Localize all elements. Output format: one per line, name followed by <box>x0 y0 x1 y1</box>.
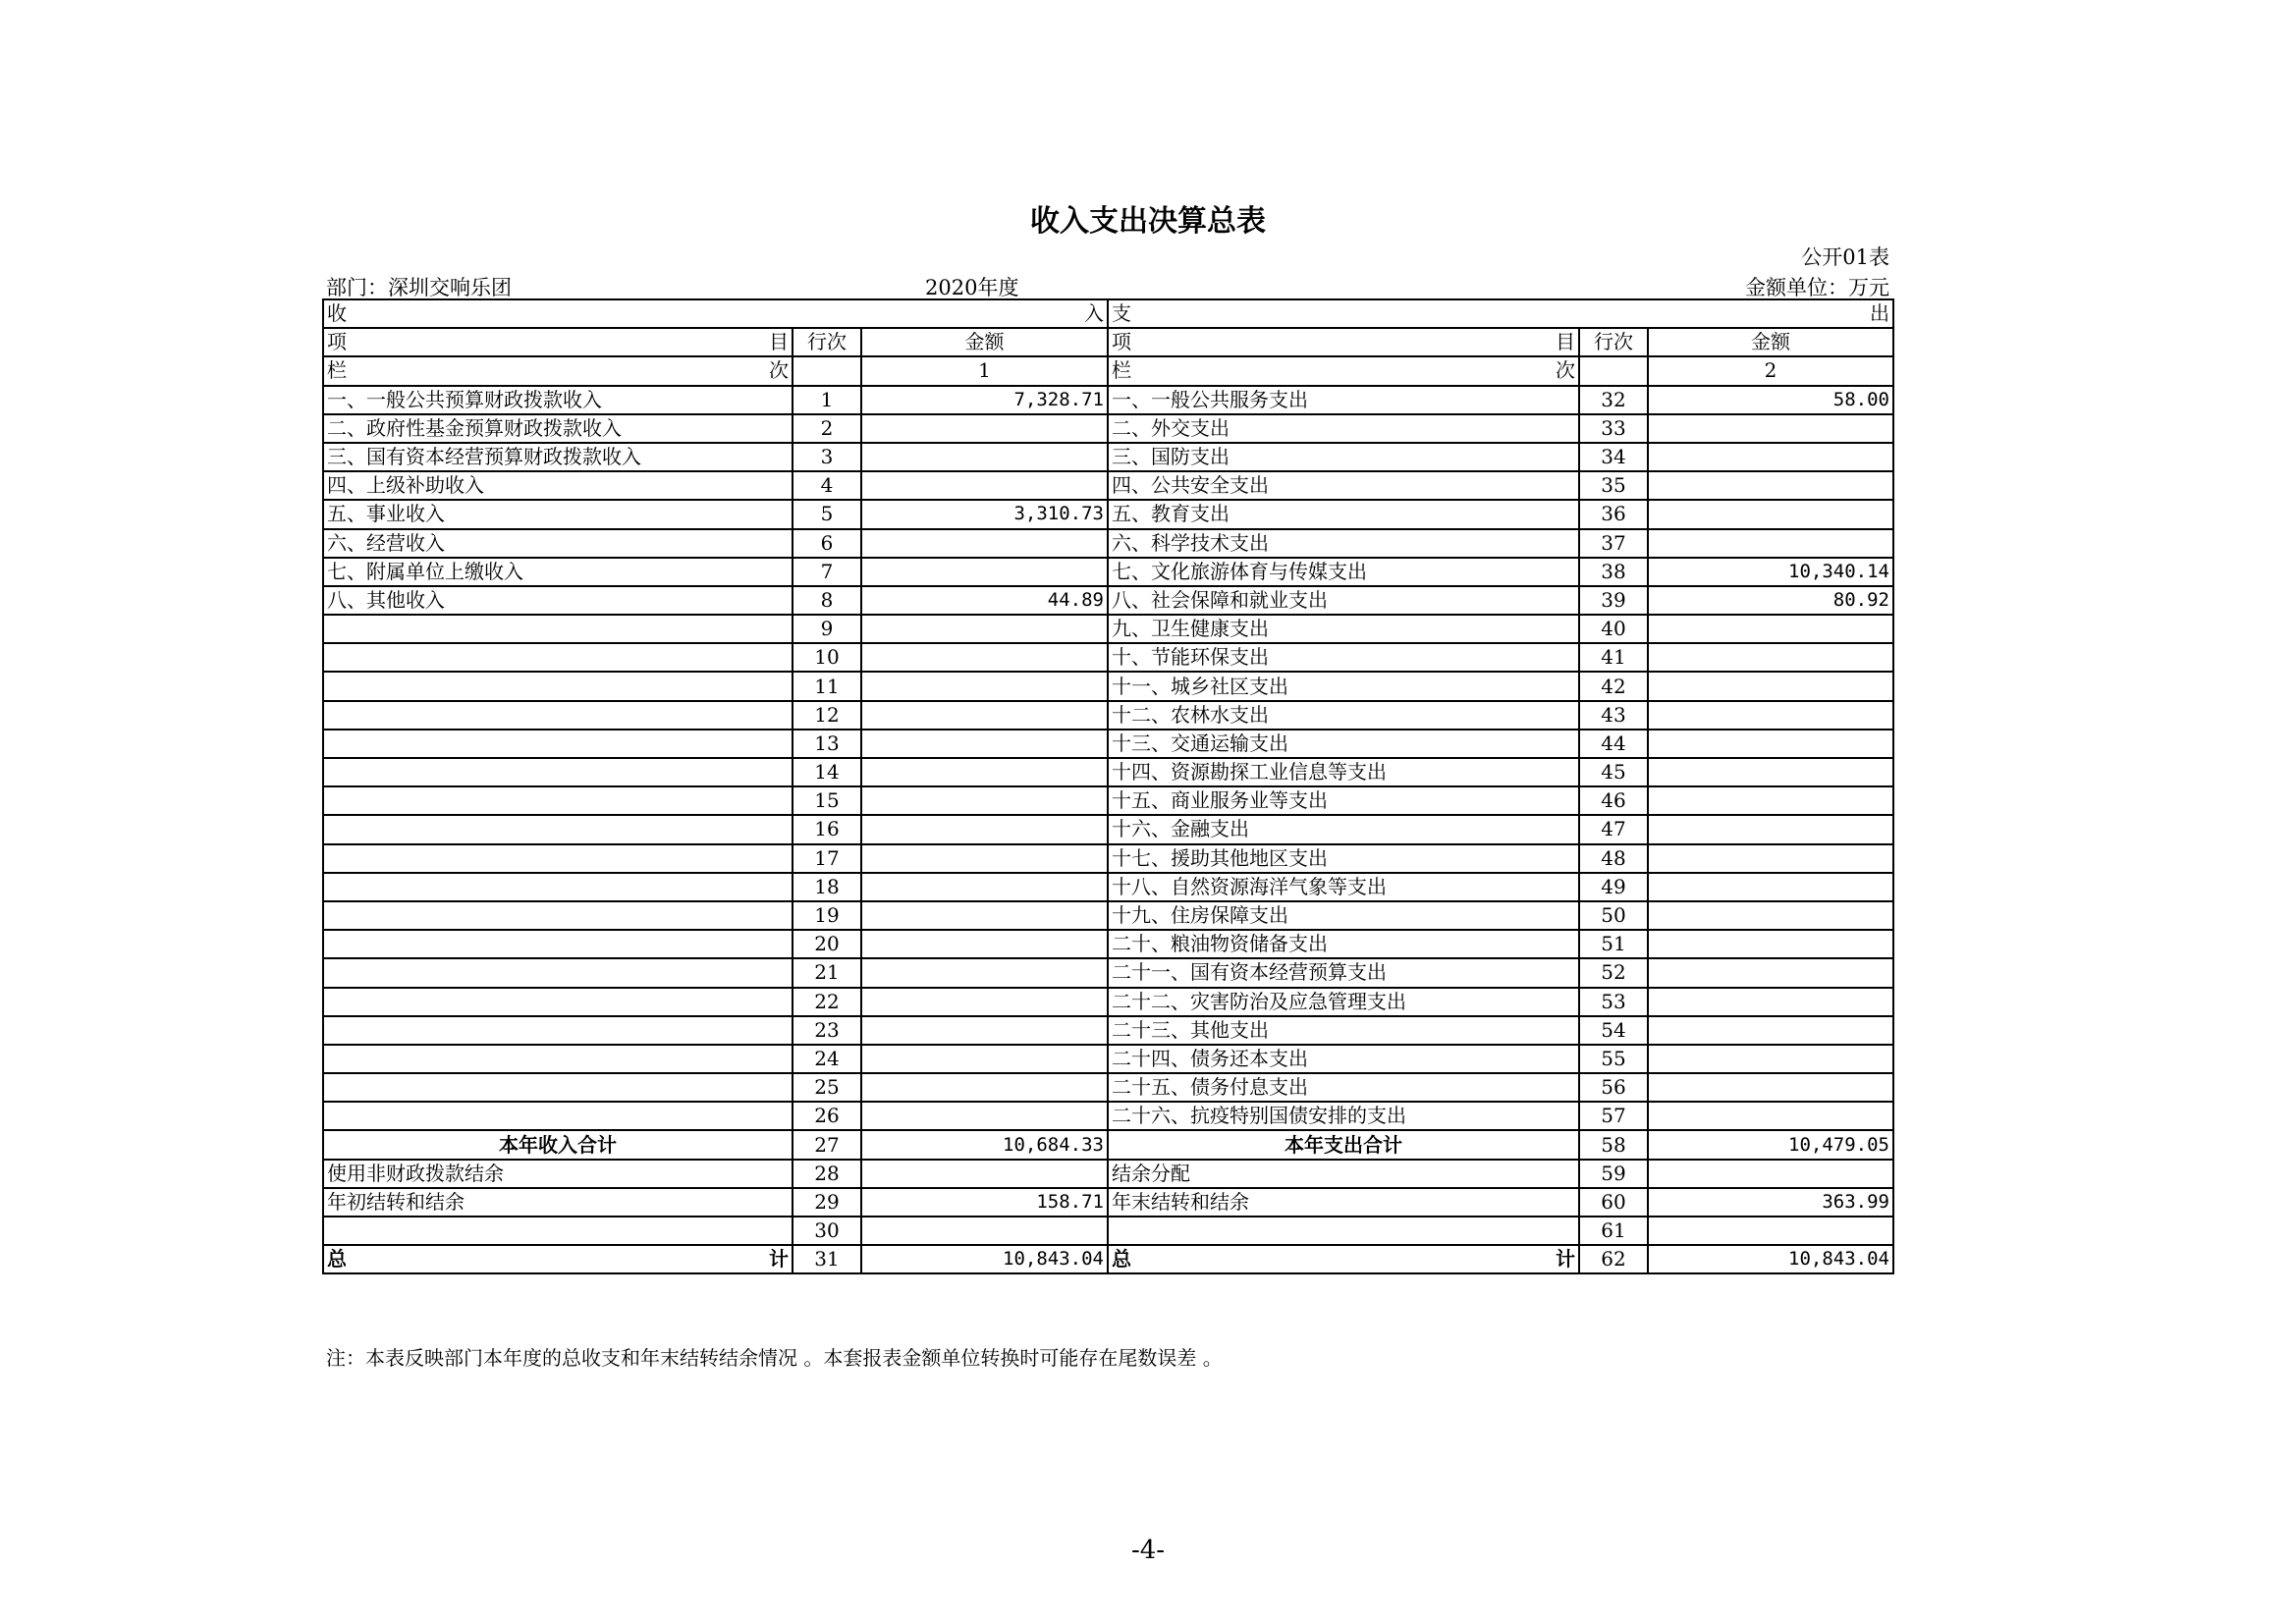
income-amount <box>861 844 1108 873</box>
income-amount <box>861 1160 1108 1188</box>
subtotal-row <box>323 1130 1893 1159</box>
income-amount: 3,310.73 <box>861 500 1108 528</box>
expense-row-number: 41 <box>1579 643 1648 672</box>
expense-amount: 10,479.05 <box>1648 1130 1893 1159</box>
income-row-number: 9 <box>793 615 861 643</box>
income-amount: 7,328.71 <box>861 386 1108 414</box>
expense-row-number: 43 <box>1579 701 1648 730</box>
income-item-header: 项 目 <box>323 328 793 356</box>
income-row-number: 14 <box>793 758 861 786</box>
section-header-row <box>323 299 1893 328</box>
expense-item-name: 二十一、国有资本经营预算支出 <box>1108 958 1579 987</box>
income-total-label: 总 计 <box>323 1245 793 1273</box>
table-row <box>323 1160 1893 1188</box>
expense-row-number: 46 <box>1579 786 1648 815</box>
table-row <box>323 844 1893 873</box>
income-row-number: 7 <box>793 558 861 586</box>
expense-row-number: 48 <box>1579 844 1648 873</box>
expense-row-number: 60 <box>1579 1188 1648 1217</box>
income-amount <box>861 873 1108 901</box>
expense-row-number: 55 <box>1579 1045 1648 1073</box>
expense-row-number: 36 <box>1579 500 1648 528</box>
income-amount <box>861 786 1108 815</box>
expense-amount <box>1648 615 1893 643</box>
income-row-number: 3 <box>793 443 861 471</box>
income-item-name: 八、其他收入 <box>323 586 793 615</box>
expense-column-index: 2 <box>1648 356 1893 385</box>
page-title: 收入支出决算总表 <box>1030 204 1266 239</box>
income-item-name <box>323 1217 793 1245</box>
expense-amount <box>1648 1016 1893 1045</box>
table-row <box>323 643 1893 672</box>
table-row <box>323 1188 1893 1217</box>
income-amount: 158.71 <box>861 1188 1108 1217</box>
expense-total-label: 总 计 <box>1108 1245 1579 1273</box>
expense-item-name: 十、节能环保支出 <box>1108 643 1579 672</box>
table-row <box>323 443 1893 471</box>
table-row <box>323 701 1893 730</box>
income-item-name: 一、一般公共预算财政拨款收入 <box>323 386 793 414</box>
income-expense-table <box>322 298 1894 1274</box>
expense-row-number: 53 <box>1579 988 1648 1016</box>
expense-amount <box>1648 643 1893 672</box>
income-row-number: 18 <box>793 873 861 901</box>
expense-item-name: 十九、住房保障支出 <box>1108 901 1579 930</box>
table-row <box>323 901 1893 930</box>
expense-row-number: 37 <box>1579 529 1648 558</box>
income-amount <box>861 958 1108 987</box>
expense-amount <box>1648 1045 1893 1073</box>
income-row-number: 22 <box>793 988 861 1016</box>
income-amount <box>861 930 1108 958</box>
expense-item-name: 二、外交支出 <box>1108 414 1579 443</box>
income-item-name <box>323 901 793 930</box>
income-row-number: 23 <box>793 1016 861 1045</box>
expense-item-name: 十四、资源勘探工业信息等支出 <box>1108 758 1579 786</box>
income-amount <box>861 701 1108 730</box>
table-row <box>323 930 1893 958</box>
page-number: -4- <box>1130 1536 1166 1565</box>
expense-amount <box>1648 1102 1893 1130</box>
expense-item-name: 十五、商业服务业等支出 <box>1108 786 1579 815</box>
amount-unit: 金额单位：万元 <box>1745 276 1889 299</box>
expense-item-name: 结余分配 <box>1108 1160 1579 1188</box>
table-row <box>323 386 1893 414</box>
table-row <box>323 1102 1893 1130</box>
income-amount <box>861 443 1108 471</box>
expense-row-number: 50 <box>1579 901 1648 930</box>
table-row <box>323 1016 1893 1045</box>
income-item-name: 四、上级补助收入 <box>323 471 793 500</box>
income-item-name: 三、国有资本经营预算财政拨款收入 <box>323 443 793 471</box>
expense-amount <box>1648 443 1893 471</box>
income-row-number: 24 <box>793 1045 861 1073</box>
income-row-number: 10 <box>793 643 861 672</box>
expense-row-number: 45 <box>1579 758 1648 786</box>
expense-item-name: 四、公共安全支出 <box>1108 471 1579 500</box>
expense-item-name: 年末结转和结余 <box>1108 1188 1579 1217</box>
column-index-row <box>323 356 1893 385</box>
expense-column-blank <box>1579 356 1648 385</box>
expense-row-number: 33 <box>1579 414 1648 443</box>
income-amount <box>861 672 1108 700</box>
expense-row-number: 32 <box>1579 386 1648 414</box>
expense-item-name: 十一、城乡社区支出 <box>1108 672 1579 700</box>
expense-amount <box>1648 873 1893 901</box>
income-row-number: 27 <box>793 1130 861 1159</box>
income-row-number: 6 <box>793 529 861 558</box>
expense-item-name: 七、文化旅游体育与传媒支出 <box>1108 558 1579 586</box>
expense-amount-header: 金额 <box>1648 328 1893 356</box>
table-row <box>323 873 1893 901</box>
income-item-name <box>323 730 793 758</box>
expense-amount <box>1648 815 1893 843</box>
income-row-number: 25 <box>793 1073 861 1102</box>
column-header-row <box>323 328 1893 356</box>
income-amount <box>861 815 1108 843</box>
expense-item-name: 十三、交通运输支出 <box>1108 730 1579 758</box>
expense-row-number: 39 <box>1579 586 1648 615</box>
expense-row-number: 34 <box>1579 443 1648 471</box>
income-item-name <box>323 988 793 1016</box>
expense-row-number: 61 <box>1579 1217 1648 1245</box>
expense-amount <box>1648 786 1893 815</box>
expense-item-name: 十七、援助其他地区支出 <box>1108 844 1579 873</box>
income-row-number: 13 <box>793 730 861 758</box>
table-row <box>323 1217 1893 1245</box>
expense-row-number: 57 <box>1579 1102 1648 1130</box>
income-item-name <box>323 873 793 901</box>
expense-row-number: 40 <box>1579 615 1648 643</box>
income-item-name: 七、附属单位上缴收入 <box>323 558 793 586</box>
total-row <box>323 1245 1893 1273</box>
table-row <box>323 988 1893 1016</box>
income-row-number: 17 <box>793 844 861 873</box>
income-amount <box>861 1217 1108 1245</box>
income-row-number: 5 <box>793 500 861 528</box>
income-row-no-header: 行次 <box>793 328 861 356</box>
income-item-name <box>323 758 793 786</box>
income-amount <box>861 1073 1108 1102</box>
table-row <box>323 586 1893 615</box>
fiscal-year: 2020年度 <box>925 276 1019 299</box>
income-amount <box>861 558 1108 586</box>
expense-item-name: 二十五、债务付息支出 <box>1108 1073 1579 1102</box>
income-item-name: 五、事业收入 <box>323 500 793 528</box>
expense-amount <box>1648 730 1893 758</box>
expense-item-name: 八、社会保障和就业支出 <box>1108 586 1579 615</box>
expense-row-number: 49 <box>1579 873 1648 901</box>
income-amount <box>861 1102 1108 1130</box>
income-row-number: 28 <box>793 1160 861 1188</box>
expense-row-number: 52 <box>1579 958 1648 987</box>
income-item-name: 年初结转和结余 <box>323 1188 793 1217</box>
expense-amount <box>1648 844 1893 873</box>
expense-item-name: 二十、粮油物资储备支出 <box>1108 930 1579 958</box>
expense-row-no-header: 行次 <box>1579 328 1648 356</box>
income-item-name: 使用非财政拨款结余 <box>323 1160 793 1188</box>
table-row <box>323 558 1893 586</box>
table-row <box>323 758 1893 786</box>
expense-item-name: 本年支出合计 <box>1108 1130 1579 1159</box>
income-row-number: 20 <box>793 930 861 958</box>
expense-amount <box>1648 901 1893 930</box>
expense-row-number: 47 <box>1579 815 1648 843</box>
income-total-amount: 10,843.04 <box>861 1245 1108 1273</box>
income-amount: 44.89 <box>861 586 1108 615</box>
expense-row-number: 56 <box>1579 1073 1648 1102</box>
income-amount <box>861 529 1108 558</box>
income-row-number: 8 <box>793 586 861 615</box>
expense-row-number: 51 <box>1579 930 1648 958</box>
expense-total-amount: 10,843.04 <box>1648 1245 1893 1273</box>
expense-row-number: 54 <box>1579 1016 1648 1045</box>
expense-amount: 80.92 <box>1648 586 1893 615</box>
income-row-number: 21 <box>793 958 861 987</box>
expense-item-name: 二十四、债务还本支出 <box>1108 1045 1579 1073</box>
income-amount <box>861 730 1108 758</box>
table-row <box>323 471 1893 500</box>
income-item-name <box>323 701 793 730</box>
expense-amount <box>1648 758 1893 786</box>
income-amount <box>861 615 1108 643</box>
income-item-name <box>323 615 793 643</box>
income-row-number: 26 <box>793 1102 861 1130</box>
expense-item-name: 十二、农林水支出 <box>1108 701 1579 730</box>
table-row <box>323 672 1893 700</box>
income-row-number: 12 <box>793 701 861 730</box>
expense-amount <box>1648 500 1893 528</box>
income-item-name <box>323 815 793 843</box>
income-row-number: 1 <box>793 386 861 414</box>
expense-amount <box>1648 1073 1893 1102</box>
income-item-name <box>323 643 793 672</box>
income-item-name: 二、政府性基金预算财政拨款收入 <box>323 414 793 443</box>
expense-item-name: 十八、自然资源海洋气象等支出 <box>1108 873 1579 901</box>
income-amount <box>861 471 1108 500</box>
table-row <box>323 1045 1893 1073</box>
expense-amount <box>1648 1160 1893 1188</box>
income-item-name <box>323 930 793 958</box>
expense-row-number: 62 <box>1579 1245 1648 1273</box>
income-item-name: 本年收入合计 <box>323 1130 793 1159</box>
income-amount <box>861 901 1108 930</box>
income-amount <box>861 414 1108 443</box>
expense-amount <box>1648 988 1893 1016</box>
income-item-name <box>323 1073 793 1102</box>
table-row <box>323 730 1893 758</box>
expense-amount: 58.00 <box>1648 386 1893 414</box>
income-amount <box>861 758 1108 786</box>
income-amount <box>861 1045 1108 1073</box>
income-amount-header: 金额 <box>861 328 1108 356</box>
department-label: 部门：深圳交响乐团 <box>326 276 512 299</box>
footnote: 注：本表反映部门本年度的总收支和年末结转结余情况 。本套报表金额单位转换时可能存在尾数误差 。 <box>326 1346 1223 1370</box>
expense-amount <box>1648 1217 1893 1245</box>
expense-item-name: 六、科学技术支出 <box>1108 529 1579 558</box>
income-column-index: 1 <box>861 356 1108 385</box>
expense-row-number: 44 <box>1579 730 1648 758</box>
expense-column-label: 栏 次 <box>1108 356 1579 385</box>
expense-section-header: 支 出 <box>1108 299 1893 328</box>
income-item-name <box>323 1016 793 1045</box>
income-row-number: 11 <box>793 672 861 700</box>
income-item-name <box>323 672 793 700</box>
expense-amount <box>1648 701 1893 730</box>
income-column-blank <box>793 356 861 385</box>
income-item-name <box>323 1045 793 1073</box>
income-item-name <box>323 844 793 873</box>
expense-amount <box>1648 529 1893 558</box>
table-row <box>323 529 1893 558</box>
income-row-number: 31 <box>793 1245 861 1273</box>
expense-item-name: 二十二、灾害防治及应急管理支出 <box>1108 988 1579 1016</box>
income-amount <box>861 988 1108 1016</box>
income-row-number: 30 <box>793 1217 861 1245</box>
expense-item-header: 项 目 <box>1108 328 1579 356</box>
expense-row-number: 58 <box>1579 1130 1648 1159</box>
table-row <box>323 815 1893 843</box>
income-item-name <box>323 958 793 987</box>
table-row <box>323 615 1893 643</box>
expense-amount: 10,340.14 <box>1648 558 1893 586</box>
expense-item-name <box>1108 1217 1579 1245</box>
table-row <box>323 500 1893 528</box>
income-column-label: 栏 次 <box>323 356 793 385</box>
income-row-number: 2 <box>793 414 861 443</box>
expense-amount <box>1648 471 1893 500</box>
table-row <box>323 958 1893 987</box>
expense-item-name: 二十三、其他支出 <box>1108 1016 1579 1045</box>
expense-item-name: 一、一般公共服务支出 <box>1108 386 1579 414</box>
expense-amount <box>1648 672 1893 700</box>
table-row <box>323 786 1893 815</box>
income-row-number: 15 <box>793 786 861 815</box>
expense-item-name: 二十六、抗疫特别国债安排的支出 <box>1108 1102 1579 1130</box>
income-amount: 10,684.33 <box>861 1130 1108 1159</box>
expense-row-number: 38 <box>1579 558 1648 586</box>
expense-amount <box>1648 958 1893 987</box>
income-amount <box>861 643 1108 672</box>
form-number: 公开01表 <box>1801 245 1889 269</box>
expense-row-number: 42 <box>1579 672 1648 700</box>
table-row <box>323 414 1893 443</box>
expense-amount <box>1648 414 1893 443</box>
income-row-number: 16 <box>793 815 861 843</box>
expense-amount <box>1648 930 1893 958</box>
income-item-name <box>323 1102 793 1130</box>
income-row-number: 19 <box>793 901 861 930</box>
income-section-header: 收 入 <box>323 299 1108 328</box>
expense-row-number: 59 <box>1579 1160 1648 1188</box>
income-row-number: 4 <box>793 471 861 500</box>
expense-item-name: 十六、金融支出 <box>1108 815 1579 843</box>
income-row-number: 29 <box>793 1188 861 1217</box>
expense-amount: 363.99 <box>1648 1188 1893 1217</box>
table-row <box>323 1073 1893 1102</box>
expense-item-name: 三、国防支出 <box>1108 443 1579 471</box>
expense-item-name: 五、教育支出 <box>1108 500 1579 528</box>
income-item-name <box>323 786 793 815</box>
expense-row-number: 35 <box>1579 471 1648 500</box>
expense-item-name: 九、卫生健康支出 <box>1108 615 1579 643</box>
income-item-name: 六、经营收入 <box>323 529 793 558</box>
income-amount <box>861 1016 1108 1045</box>
